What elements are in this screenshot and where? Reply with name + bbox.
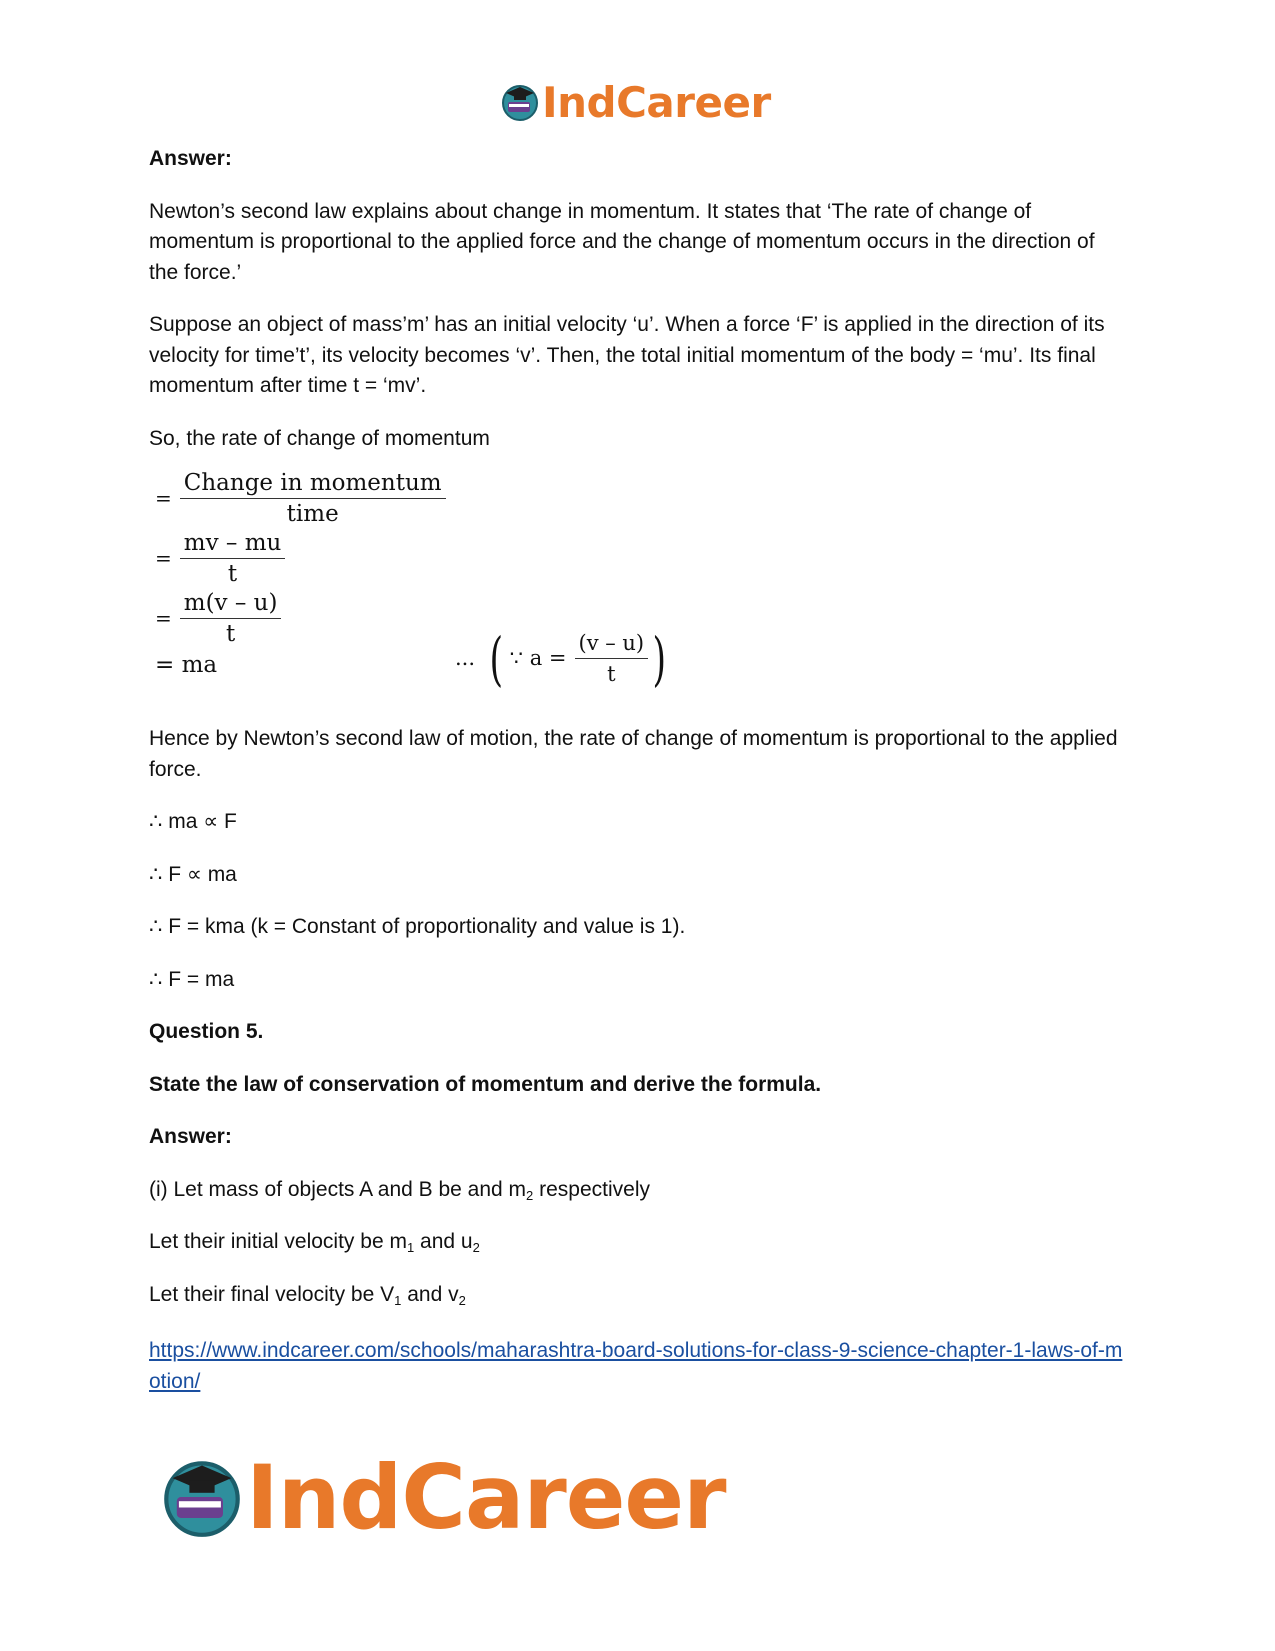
- text-run: respectively: [533, 1177, 650, 1201]
- numerator: Change in momentum: [180, 468, 446, 499]
- text-run: (i) Let mass of objects A and B be and m: [149, 1177, 527, 1201]
- derivation-step-3: [155, 588, 281, 649]
- paragraph: Suppose an object of mass’m’ has an initial velocity ‘u’. When a force ‘F’ is applied in the direction of its velocity for time’t’, its velocity becomes ‘v’. Then, the total initial momentum of the body = ‘mu’. Its final momentum after time t = ‘mv’.: [149, 313, 1105, 397]
- numerator: (v – u): [575, 628, 649, 659]
- fraction: [180, 528, 286, 589]
- result-text: = ma: [155, 652, 218, 678]
- paragraph: [149, 1227, 1129, 1258]
- paragraph: [149, 1175, 1129, 1206]
- paragraph: Hence by Newton’s second law of motion, the rate of change of momentum is proportional to the applied force.: [149, 727, 1118, 781]
- derivation-step-4: [155, 650, 217, 681]
- equation-line: ∴ F = ma: [149, 967, 235, 991]
- paragraph: Newton’s second law explains about change in momentum. It states that ‘The rate of change of momentum is proportional to the applied force and the change of momentum occurs in the direction of the force.’: [149, 199, 1095, 284]
- document-body: [149, 144, 1129, 1397]
- equation-line: ∴ F ∝ ma: [149, 862, 237, 886]
- paragraph: [149, 1280, 1129, 1311]
- fraction: [575, 628, 649, 689]
- text-run: Let their final velocity be V: [149, 1282, 395, 1306]
- question-text: State the law of conservation of momentum and derive the formula.: [149, 1072, 822, 1096]
- acceleration-note: [455, 624, 671, 693]
- numerator: mv – mu: [180, 528, 286, 559]
- left-paren: (: [489, 624, 504, 693]
- denominator: t: [607, 662, 616, 686]
- answer-label: Answer:: [149, 1125, 232, 1148]
- momentum-derivation: [149, 468, 1129, 718]
- paragraph: So, the rate of change of momentum: [149, 426, 490, 450]
- logo-wordmark: IndCareer: [542, 77, 771, 127]
- globe-graduation-cap-icon: [500, 82, 540, 122]
- text-run: Let their initial velocity be m: [149, 1230, 407, 1253]
- ellipsis: ...: [455, 646, 476, 671]
- subscript: 2: [526, 1187, 534, 1203]
- source-link[interactable]: https://www.indcareer.com/schools/maharashtra-board-solutions-for-class-9-science-chapter-1-laws-of-motion/: [149, 1339, 1123, 1393]
- denominator: t: [227, 561, 238, 587]
- subscript: 2: [458, 1292, 466, 1308]
- equation-line: ∴ ma ∝ F: [149, 810, 237, 833]
- equals-sign: =: [155, 546, 172, 571]
- footer-logo: [160, 1445, 726, 1549]
- fraction: [180, 468, 446, 529]
- logo-wordmark: IndCareer: [246, 1445, 726, 1549]
- answer-label: Answer:: [149, 147, 232, 170]
- equation-line: ∴ F = kma (k = Constant of proportionality and value is 1).: [149, 915, 686, 938]
- because-text: ∵ a =: [509, 646, 567, 671]
- text-run: and u: [414, 1230, 473, 1253]
- subscript: 1: [406, 1240, 415, 1255]
- globe-graduation-cap-icon: [160, 1455, 244, 1539]
- numerator: m(v – u): [180, 588, 282, 619]
- derivation-step-1: [155, 468, 446, 529]
- fraction: [180, 588, 282, 649]
- question-label: Question 5.: [149, 1020, 264, 1043]
- subscript: 2: [472, 1240, 480, 1255]
- equals-sign: =: [155, 606, 172, 631]
- right-paren: ): [652, 624, 667, 693]
- denominator: t: [225, 621, 236, 647]
- header-logo: [500, 76, 771, 128]
- subscript: 1: [394, 1292, 402, 1308]
- text-run: and v: [401, 1282, 459, 1306]
- derivation-step-2: [155, 528, 285, 589]
- denominator: time: [286, 501, 339, 527]
- equals-sign: =: [155, 486, 172, 511]
